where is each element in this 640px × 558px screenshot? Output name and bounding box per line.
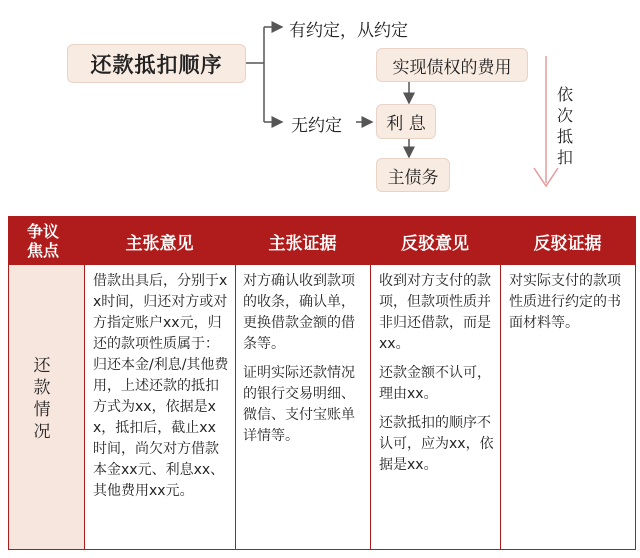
step-interest-label: 利 息 <box>386 114 426 134</box>
column-divider <box>370 265 371 549</box>
column-divider <box>235 265 236 549</box>
diagram-title: 还款抵扣顺序 <box>90 52 223 77</box>
table-header <box>9 217 635 265</box>
header-rebut-evidence: 反驳证据 <box>533 233 602 254</box>
header-dispute-focus: 争议焦点 <box>26 222 59 260</box>
cell-rebut-evidence <box>509 271 629 342</box>
step-principal-label: 主债务 <box>387 167 439 188</box>
claim-opinion-text: 借款出具后，分别于xx时间，归还对方或对方指定账户xx元，归还的款项性质属于：归还本金/利息/其他费用，上述还款的抵扣方式为xx，依据是xx，抵扣后，截止xx时间，尚欠对方借款本金xx元、利息xx、其他费用xx元。 <box>93 273 229 499</box>
dispute-table <box>8 216 636 550</box>
cell-claim-evidence <box>243 271 365 455</box>
step-fees-label: 实现债权的费用 <box>392 57 512 78</box>
column-divider <box>500 265 501 549</box>
step-box-principal <box>376 158 450 192</box>
column-divider <box>84 265 85 549</box>
row-label-repayment: 还款情况 <box>33 356 51 442</box>
branch-agreed-label: 有约定，从约定 <box>289 21 408 41</box>
branch-not-agreed-label: 无约定 <box>291 116 342 136</box>
header-rebut-opinion: 反驳意见 <box>401 233 469 254</box>
header-claim-opinion: 主张意见 <box>125 233 194 254</box>
rebut-evidence-text: 对实际支付的款项性质进行约定的书面材料等。 <box>509 273 621 331</box>
diagram-title-box <box>67 44 246 83</box>
rebut-opinion-text: 还款抵扣的顺序不认可，应为xx，依据是xx。 <box>379 415 494 473</box>
rebut-opinion-text: 收到对方支付的款项，但款项性质并非归还借款，而是xx。 <box>379 273 491 352</box>
step-box-interest <box>376 104 436 139</box>
side-order-label: 依次抵扣 <box>556 85 573 167</box>
cell-rebut-opinion <box>379 271 495 484</box>
header-claim-evidence: 主张证据 <box>268 233 337 254</box>
claim-evidence-text: 对方确认收到款项的收条，确认单，更换借款金额的借条等。 <box>243 273 355 352</box>
cell-claim-opinion <box>93 271 229 510</box>
claim-evidence-text: 证明实际还款情况的银行交易明细、微信、支付宝账单详情等。 <box>243 365 355 444</box>
rebut-opinion-text: 还款金额不认可，理由xx。 <box>379 365 491 402</box>
step-box-fees <box>376 48 528 82</box>
